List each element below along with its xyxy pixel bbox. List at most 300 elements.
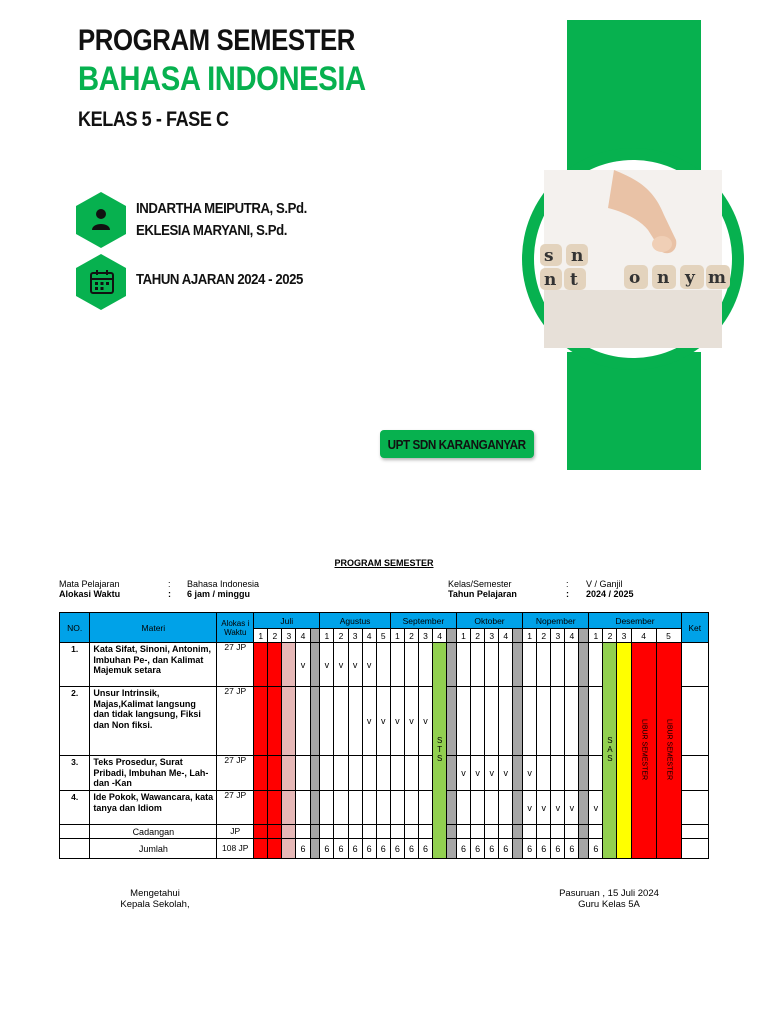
schedule-mark: v <box>366 659 372 670</box>
person-icon <box>76 192 126 248</box>
gap-cell <box>579 791 589 825</box>
header-week: 5 <box>656 629 681 643</box>
row-ket <box>681 839 708 859</box>
gap-cell <box>310 687 320 756</box>
week-cell <box>268 791 282 825</box>
schedule-mark: v <box>541 802 546 813</box>
week-cell <box>565 756 579 791</box>
week-cell <box>282 643 296 687</box>
week-cell <box>485 687 499 756</box>
header-week: 2 <box>334 629 348 643</box>
week-cell <box>565 825 579 839</box>
sign-left <box>100 888 210 910</box>
header-week: 3 <box>348 629 362 643</box>
week-cell <box>362 687 376 756</box>
sign-right <box>544 888 674 910</box>
week-cell <box>523 825 537 839</box>
week-cell <box>551 687 565 756</box>
week-cell <box>376 756 390 791</box>
gap-cell <box>310 839 320 859</box>
header-week: 4 <box>296 629 310 643</box>
sign-left-line2: Kepala Sekolah, <box>120 899 190 910</box>
header-week: 2 <box>603 629 617 643</box>
week-cell <box>523 756 537 791</box>
gap-cell <box>513 839 523 859</box>
week-cell <box>334 825 348 839</box>
meta-sep: : <box>168 589 171 599</box>
week-total: 6 <box>569 843 575 854</box>
week-cell <box>456 839 470 859</box>
gap-cell <box>310 756 320 791</box>
header-month: Agustus <box>320 613 390 629</box>
week-cell <box>296 791 310 825</box>
week-cell <box>390 791 404 825</box>
week-cell <box>485 756 499 791</box>
row-number <box>60 825 90 839</box>
week-cell <box>254 791 268 825</box>
cover-title-line1: PROGRAM SEMESTER <box>78 24 355 57</box>
week-cell <box>254 839 268 859</box>
schedule-mark: v <box>409 716 414 726</box>
photo-letter: o <box>629 268 641 288</box>
week-cell <box>334 643 348 687</box>
week-cell <box>404 756 418 791</box>
header-month: September <box>390 613 456 629</box>
week-cell <box>523 791 537 825</box>
week-cell <box>334 791 348 825</box>
week-cell <box>348 756 362 791</box>
week-cell <box>523 643 537 687</box>
header-week: 1 <box>320 629 334 643</box>
cover-page <box>0 0 768 490</box>
week-total: 6 <box>541 843 547 854</box>
schedule-mark: v <box>461 768 466 778</box>
photo-letter: n <box>571 246 584 266</box>
week-total: 6 <box>489 843 495 854</box>
header-week: 1 <box>390 629 404 643</box>
gap-cell <box>513 756 523 791</box>
header-week-gap <box>310 629 320 643</box>
libur-label: LIBUR SEMESTER <box>640 718 648 781</box>
week-cell <box>565 687 579 756</box>
meta-value: V / Ganjil <box>586 579 623 589</box>
document-title: PROGRAM SEMESTER <box>334 558 434 568</box>
schedule-mark: v <box>352 659 358 670</box>
libur-cell <box>631 643 656 859</box>
week-cell <box>404 825 418 839</box>
week-total: 6 <box>555 843 561 854</box>
week-total: 6 <box>338 843 344 854</box>
week-cell <box>499 825 513 839</box>
week-cell <box>565 791 579 825</box>
schedule-mark: v <box>475 768 480 778</box>
cover-subtitle: KELAS 5 - FASE C <box>78 108 229 131</box>
week-cell <box>589 825 603 839</box>
week-cell <box>419 839 433 859</box>
meta-value: Bahasa Indonesia <box>187 579 260 589</box>
week-total: 6 <box>423 843 429 854</box>
week-cell <box>485 839 499 859</box>
schedule-mark: v <box>489 768 494 778</box>
gap-cell <box>447 791 457 825</box>
week-cell <box>551 756 565 791</box>
row-ket <box>681 643 708 687</box>
header-month: Nopember <box>523 613 589 629</box>
week-cell <box>537 756 551 791</box>
sign-right-line2: Guru Kelas 5A <box>578 899 640 910</box>
sign-right-line1: Pasuruan , 15 Juli 2024 <box>559 888 659 899</box>
week-total: 6 <box>324 843 330 854</box>
week-cell <box>268 825 282 839</box>
week-cell <box>376 825 390 839</box>
header-week: 2 <box>268 629 282 643</box>
gap-cell <box>310 791 320 825</box>
header-week: 4 <box>631 629 656 643</box>
schedule-mark: v <box>555 802 561 813</box>
week-cell <box>334 756 348 791</box>
row-number: 4. <box>60 791 90 825</box>
table-row <box>60 643 709 687</box>
week-cell <box>320 756 334 791</box>
week-cell <box>419 791 433 825</box>
week-cell <box>348 687 362 756</box>
week-cell <box>268 687 282 756</box>
schedule-mark: v <box>503 768 509 778</box>
cadangan-jp: JP <box>217 825 254 839</box>
schedule-mark: v <box>366 716 372 726</box>
jumlah-label: Jumlah <box>90 839 217 859</box>
school-name: UPT SDN KARANGANYAR <box>388 436 526 452</box>
week-cell <box>362 825 376 839</box>
meta-label: Alokasi Waktu <box>59 589 121 599</box>
week-total: 6 <box>380 843 386 854</box>
cover-title-line2: BAHASA INDONESIA <box>78 60 366 98</box>
schedule-mark: v <box>527 768 532 778</box>
week-cell <box>348 839 362 859</box>
week-cell <box>523 839 537 859</box>
week-cell <box>499 643 513 687</box>
week-cell <box>390 756 404 791</box>
week-total: 6 <box>527 843 533 854</box>
header-week-gap <box>513 629 523 643</box>
week-cell <box>471 791 485 825</box>
week-cell <box>523 687 537 756</box>
photo-letter: t <box>570 270 578 290</box>
schedule-mark: v <box>569 802 575 813</box>
photo-letter: m <box>708 268 726 288</box>
row-jp: 27 JP <box>217 791 254 825</box>
week-cell <box>296 643 310 687</box>
gap-cell <box>513 643 523 687</box>
row-materi: Ide Pokok, Wawancara, kata tanya dan Idiom <box>90 791 217 825</box>
header-week: 1 <box>456 629 470 643</box>
header-week: 4 <box>433 629 447 643</box>
synonym-blocks-photo <box>544 170 726 348</box>
week-cell <box>456 643 470 687</box>
week-cell <box>471 687 485 756</box>
schedule-mark: v <box>593 802 599 813</box>
week-cell <box>499 839 513 859</box>
week-cell <box>589 643 603 687</box>
row-ket <box>681 687 708 756</box>
week-cell <box>537 825 551 839</box>
week-total: 6 <box>408 843 414 854</box>
schedule-mark: v <box>300 659 306 670</box>
sts-label: STS <box>435 736 445 763</box>
row-jp: 27 JP <box>217 756 254 791</box>
week-cell <box>537 687 551 756</box>
teacher-name-1: INDARTHA MEIPUTRA, S.Pd. <box>136 200 307 217</box>
week-total: 6 <box>352 843 358 854</box>
header-week: 5 <box>376 629 390 643</box>
meta-label: Tahun Pelajaran <box>448 589 517 599</box>
week-cell <box>485 825 499 839</box>
sas-label: SAS <box>605 736 615 763</box>
gap-cell <box>447 687 457 756</box>
week-cell <box>268 839 282 859</box>
week-cell <box>419 643 433 687</box>
header-no: NO. <box>60 613 90 643</box>
week-cell <box>268 756 282 791</box>
week-total: 6 <box>394 843 400 854</box>
header-week: 2 <box>404 629 418 643</box>
row-number: 2. <box>60 687 90 756</box>
week-cell <box>419 825 433 839</box>
week-cell <box>499 687 513 756</box>
week-cell <box>404 791 418 825</box>
week-cell <box>419 756 433 791</box>
week-cell <box>282 839 296 859</box>
header-week: 4 <box>362 629 376 643</box>
week-cell <box>282 687 296 756</box>
sas-cell <box>603 643 617 859</box>
photo-frame <box>522 148 744 370</box>
header-month: Desember <box>589 613 681 629</box>
week-cell <box>320 791 334 825</box>
row-materi: Unsur Intrinsik, Majas,Kalimat langsung dan tidak langsung, Fiksi dan Non fiksi. <box>90 687 217 756</box>
week-cell <box>589 756 603 791</box>
week-cell <box>362 839 376 859</box>
gap-cell <box>579 643 589 687</box>
sts-cell <box>433 643 447 859</box>
header-week: 4 <box>565 629 579 643</box>
yellow-week-cell <box>617 643 631 859</box>
week-cell <box>456 791 470 825</box>
week-total: 6 <box>461 843 467 854</box>
week-cell <box>348 791 362 825</box>
meta-value: 2024 / 2025 <box>586 589 634 599</box>
week-cell <box>390 643 404 687</box>
week-cell <box>390 687 404 756</box>
week-cell <box>254 825 268 839</box>
week-cell <box>565 643 579 687</box>
gap-cell <box>447 643 457 687</box>
week-cell <box>320 687 334 756</box>
teacher-name-2: EKLESIA MARYANI, S.Pd. <box>136 222 287 239</box>
school-badge <box>380 430 534 458</box>
header-month: Oktober <box>456 613 522 629</box>
header-week: 1 <box>589 629 603 643</box>
week-cell <box>485 791 499 825</box>
week-total: 6 <box>300 843 306 854</box>
week-cell <box>589 791 603 825</box>
week-cell <box>471 825 485 839</box>
header-week-gap <box>579 629 589 643</box>
gap-cell <box>579 756 589 791</box>
week-cell <box>499 791 513 825</box>
week-cell <box>456 756 470 791</box>
week-cell <box>499 756 513 791</box>
week-cell <box>254 643 268 687</box>
week-cell <box>362 791 376 825</box>
week-cell <box>404 643 418 687</box>
week-cell <box>565 839 579 859</box>
header-week: 3 <box>282 629 296 643</box>
week-cell <box>334 839 348 859</box>
week-cell <box>404 687 418 756</box>
header-materi: Materi <box>90 613 217 643</box>
cadangan-label: Cadangan <box>90 825 217 839</box>
photo-letter: n <box>544 270 557 290</box>
program-semester-table <box>59 612 709 859</box>
header-week: 3 <box>419 629 433 643</box>
header-week: 3 <box>551 629 565 643</box>
week-cell <box>551 825 565 839</box>
week-cell <box>254 687 268 756</box>
week-total: 6 <box>366 843 372 854</box>
row-jp: 27 JP <box>217 687 254 756</box>
week-total: 6 <box>475 843 481 854</box>
week-cell <box>390 839 404 859</box>
week-total: 6 <box>593 843 599 854</box>
row-jp: 27 JP <box>217 643 254 687</box>
week-cell <box>537 839 551 859</box>
gap-cell <box>513 791 523 825</box>
week-cell <box>334 687 348 756</box>
jumlah-jp: 108 JP <box>217 839 254 859</box>
meta-value: 6 jam / minggu <box>187 589 251 599</box>
week-cell <box>471 839 485 859</box>
gap-cell <box>310 825 320 839</box>
week-cell <box>362 643 376 687</box>
photo-letter: y <box>685 268 695 288</box>
row-number: 1. <box>60 643 90 687</box>
row-number <box>60 839 90 859</box>
week-cell <box>471 643 485 687</box>
header-week: 1 <box>523 629 537 643</box>
week-cell <box>404 839 418 859</box>
gap-cell <box>447 825 457 839</box>
schedule-mark: v <box>395 716 400 726</box>
week-cell <box>551 791 565 825</box>
header-week: 3 <box>617 629 631 643</box>
week-cell <box>376 791 390 825</box>
gap-cell <box>579 825 589 839</box>
gap-cell <box>310 643 320 687</box>
header-week: 2 <box>471 629 485 643</box>
week-cell <box>320 839 334 859</box>
week-cell <box>589 687 603 756</box>
photo-letter: s <box>544 246 554 266</box>
week-cell <box>282 791 296 825</box>
week-cell <box>390 825 404 839</box>
meta-sep: : <box>566 579 569 589</box>
header-week-gap <box>447 629 457 643</box>
week-cell <box>485 643 499 687</box>
week-cell <box>282 756 296 791</box>
meta-label: Mata Pelajaran <box>59 579 120 589</box>
schedule-mark: v <box>527 802 532 813</box>
header-week: 2 <box>537 629 551 643</box>
week-cell <box>589 839 603 859</box>
week-cell <box>282 825 296 839</box>
header-week: 1 <box>254 629 268 643</box>
gap-cell <box>447 839 457 859</box>
schedule-mark: v <box>423 716 428 726</box>
photo-letter: n <box>657 268 670 288</box>
header-week: 3 <box>485 629 499 643</box>
week-cell <box>551 643 565 687</box>
week-cell <box>320 643 334 687</box>
gap-cell <box>513 687 523 756</box>
gap-cell <box>579 839 589 859</box>
week-cell <box>362 756 376 791</box>
week-cell <box>320 825 334 839</box>
week-cell <box>471 756 485 791</box>
gap-cell <box>447 756 457 791</box>
row-ket <box>681 791 708 825</box>
week-cell <box>376 687 390 756</box>
gap-cell <box>579 687 589 756</box>
sign-left-line1: Mengetahui <box>130 888 180 899</box>
week-total: 6 <box>503 843 509 854</box>
week-cell <box>296 756 310 791</box>
calendar-icon <box>76 254 126 310</box>
header-month: Juli <box>254 613 320 629</box>
week-cell <box>551 839 565 859</box>
header-ket: Ket <box>681 613 708 643</box>
week-cell <box>537 791 551 825</box>
row-ket <box>681 825 708 839</box>
academic-year: TAHUN AJARAN 2024 - 2025 <box>136 271 303 288</box>
week-cell <box>376 643 390 687</box>
week-cell <box>537 643 551 687</box>
row-number: 3. <box>60 756 90 791</box>
week-cell <box>268 643 282 687</box>
libur-cell <box>656 643 681 859</box>
week-cell <box>296 839 310 859</box>
header-week: 4 <box>499 629 513 643</box>
week-cell <box>348 825 362 839</box>
meta-label: Kelas/Semester <box>448 579 512 589</box>
week-cell <box>376 839 390 859</box>
header-alokasi: Alokas i Waktu <box>217 613 254 643</box>
week-cell <box>254 756 268 791</box>
week-cell <box>296 825 310 839</box>
schedule-mark: v <box>381 716 386 726</box>
row-materi: Teks Prosedur, Surat Pribadi, Imbuhan Me-, Lah- dan -Kan <box>90 756 217 791</box>
meta-sep: : <box>168 579 171 589</box>
week-cell <box>456 825 470 839</box>
week-cell <box>296 687 310 756</box>
row-materi: Kata Sifat, Sinoni, Antonim, Imbuhan Pe-, dan Kalimat Majemuk setara <box>90 643 217 687</box>
week-cell <box>348 643 362 687</box>
schedule-mark: v <box>324 659 330 670</box>
schedule-mark: v <box>338 659 344 670</box>
row-ket <box>681 756 708 791</box>
gap-cell <box>513 825 523 839</box>
week-cell <box>456 687 470 756</box>
